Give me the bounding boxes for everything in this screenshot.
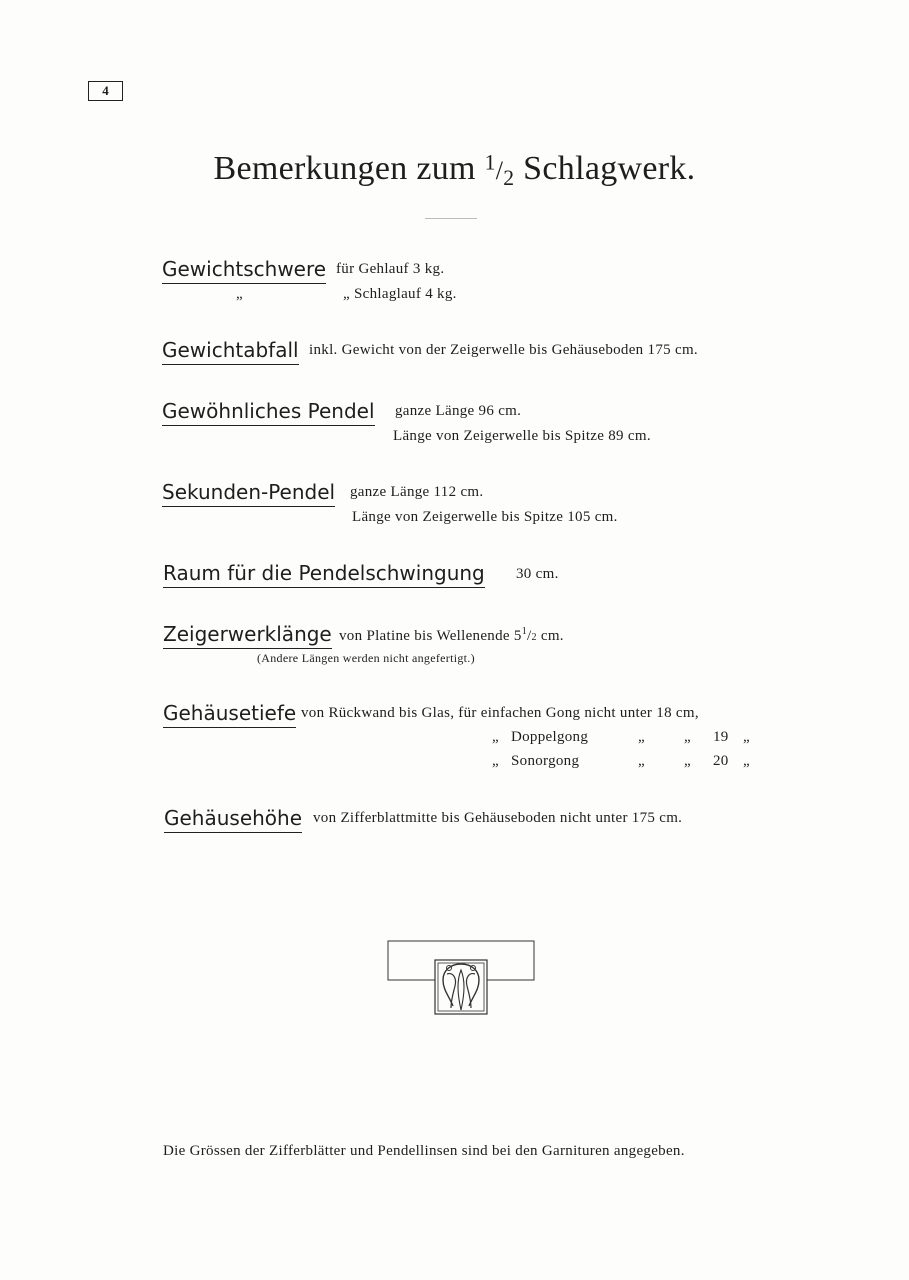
- title-divider: [425, 218, 477, 219]
- zeigerwerklaenge-line1-prefix: von Platine bis Wellenende 5: [339, 628, 522, 644]
- gehaeusetiefe-row1-value: 19: [713, 729, 729, 745]
- art-nouveau-ornament-icon: [387, 940, 535, 1016]
- zeigerwerklaenge-frac-num: 1: [521, 626, 528, 637]
- gehaeusetiefe-row2-ditto2: „: [684, 753, 691, 769]
- gehaeusetiefe-line1: von Rückwand bis Glas, für einfachen Gong nicht unter 18 cm,: [301, 705, 699, 721]
- heading-zeigerwerklaenge: Zeigerwerklänge: [163, 622, 332, 649]
- heading-gehaeusehoehe: Gehäusehöhe: [164, 806, 302, 833]
- heading-gehaeusetiefe: Gehäusetiefe: [163, 701, 296, 728]
- gewichtschwere-ditto: „: [236, 286, 243, 302]
- footer-note: Die Grössen der Zifferblätter und Pendellinsen sind bei den Garnituren angegeben.: [163, 1143, 685, 1159]
- title-suffix: Schlagwerk.: [514, 150, 696, 187]
- zeigerwerklaenge-line1: [339, 626, 564, 645]
- gehaeusetiefe-row1-ditto2: „: [684, 729, 691, 745]
- heading-gewoehnliches-pendel: Gewöhnliches Pendel: [162, 399, 375, 426]
- zeigerwerklaenge-frac-slash: /: [527, 628, 532, 644]
- zeigerwerklaenge-line1-suffix: cm.: [536, 628, 564, 644]
- heading-gewichtschwere: Gewichtschwere: [162, 257, 326, 284]
- page-title: [0, 150, 909, 191]
- gewichtabfall-line1: inkl. Gewicht von der Zeigerwelle bis Gehäuseboden 175 cm.: [309, 342, 698, 358]
- gewoehnliches-pendel-line2: Länge von Zeigerwelle bis Spitze 89 cm.: [393, 428, 651, 444]
- gehaeusetiefe-row1-ditto1: „: [638, 729, 645, 745]
- gehaeusetiefe-row1-name: Doppelgong: [511, 729, 589, 745]
- gehaeusehoehe-line1: von Zifferblattmitte bis Gehäuseboden nicht unter 175 cm.: [313, 810, 683, 826]
- gehaeusetiefe-row2-value: 20: [713, 753, 729, 769]
- title-slash: /: [495, 156, 504, 185]
- gehaeusetiefe-row1-end: „: [743, 729, 750, 745]
- sekunden-pendel-line2: Länge von Zeigerwelle bis Spitze 105 cm.: [352, 509, 618, 525]
- gehaeusetiefe-row2-name: Sonorgong: [511, 753, 580, 769]
- heading-sekunden-pendel: Sekunden-Pendel: [162, 480, 335, 507]
- title-prefix: Bemerkungen zum: [213, 150, 485, 187]
- title-numerator: 1: [484, 150, 496, 175]
- title-fraction: [484, 150, 515, 191]
- zeigerwerklaenge-frac-den: 2: [531, 632, 537, 643]
- zeigerwerklaenge-note: (Andere Längen werden nicht angefertigt.): [257, 651, 475, 665]
- gewichtschwere-line1: für Gehlauf 3 kg.: [336, 261, 445, 277]
- gehaeusetiefe-row2-quote: „: [492, 753, 499, 769]
- gewoehnliches-pendel-line1: ganze Länge 96 cm.: [395, 403, 522, 419]
- heading-raum: Raum für die Pendelschwingung: [163, 561, 485, 588]
- gehaeusetiefe-row2-end: „: [743, 753, 750, 769]
- gewichtschwere-line2: „ Schlaglauf 4 kg.: [343, 286, 457, 302]
- gehaeusetiefe-row1-quote: „: [492, 729, 499, 745]
- sekunden-pendel-line1: ganze Länge 112 cm.: [350, 484, 484, 500]
- page-number: 4: [88, 81, 123, 101]
- gehaeusetiefe-row2-ditto1: „: [638, 753, 645, 769]
- raum-line1: 30 cm.: [516, 566, 559, 582]
- heading-gewichtabfall: Gewichtabfall: [162, 338, 299, 365]
- title-denominator: 2: [503, 166, 515, 191]
